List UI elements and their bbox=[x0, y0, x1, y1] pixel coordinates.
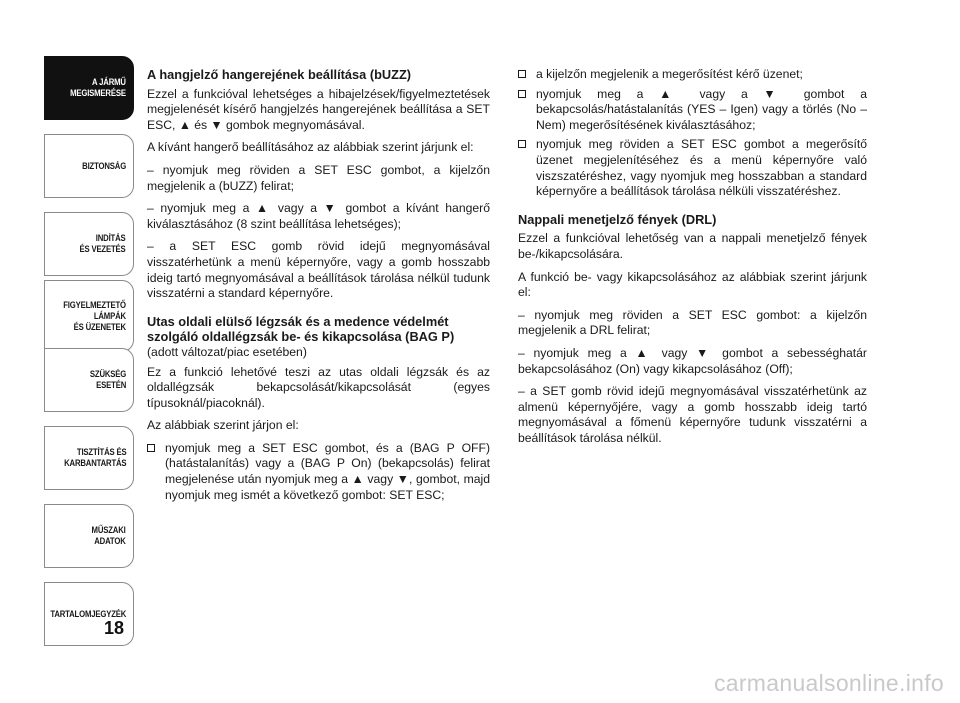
paragraph: A funkció be- vagy kikapcsolásához az alábbiak szerint járjunk el: bbox=[518, 269, 867, 300]
checkbox-bullet-icon bbox=[518, 90, 526, 98]
paragraph: – nyomjuk meg a ▲ vagy ▼ gombot a sebességhatár bekapcsolásához (On) vagy kikapcsolásához (Off); bbox=[518, 345, 867, 376]
paragraph: A kívánt hangerő beállításához az alábbiak szerint járjunk el: bbox=[147, 140, 474, 155]
paragraph: – a SET gomb rövid idejű megnyomásával visszatérhetünk az almenü képernyőjére, vagy a gomb hosszabb ideig tartó megnyomásával a főmenü képernyőre tudunk visszatérni a beállítások tárolása nélkül. bbox=[518, 384, 867, 445]
bag-heading bbox=[147, 314, 490, 361]
tab-warning-lights[interactable] bbox=[44, 280, 134, 352]
list-item-text: nyomjuk meg a SET ESC gombot, és a (BAG P OFF) (hatástalanítás) vagy a (BAG P On) (bekapcsolás) felirat megjelenése után nyomjuk meg a ▲ vagy ▼, gombot, majd nyomjuk meg ismét a következő gombot: SET ESC; bbox=[165, 440, 490, 502]
tab-label: TISZTÍTÁS ÉS KARBANTARTÁS bbox=[63, 447, 126, 468]
tab-label: BIZTONSÁG bbox=[82, 160, 126, 171]
list-item bbox=[147, 441, 490, 503]
bag-steps-continued-list bbox=[518, 67, 867, 200]
tab-vehicle-overview[interactable] bbox=[44, 56, 134, 120]
list-item bbox=[518, 67, 867, 83]
tab-starting-driving[interactable] bbox=[44, 212, 134, 276]
checkbox-bullet-icon bbox=[518, 140, 526, 148]
paragraph: – nyomjuk meg röviden a SET ESC gombot: a kijelzőn megjelenik a DRL felirat; bbox=[518, 307, 867, 338]
tab-emergency[interactable] bbox=[44, 348, 134, 412]
paragraph: Ezzel a funkcióval lehetőség van a nappali menetjelző fények be-/kikapcsolására. bbox=[518, 231, 867, 261]
tab-safety[interactable] bbox=[44, 134, 134, 198]
list-item-text: a kijelzőn megjelenik a megerősítést kérő üzenet; bbox=[536, 67, 803, 81]
tab-label: INDÍTÁS ÉS VEZETÉS bbox=[79, 233, 126, 254]
list-item bbox=[518, 137, 867, 199]
tab-label: A JÁRMŰ MEGISMERÉSE bbox=[70, 77, 126, 98]
drl-heading: Nappali menetjelző fények (DRL) bbox=[518, 211, 717, 227]
tab-maintenance[interactable] bbox=[44, 426, 134, 490]
list-item-text: nyomjuk meg a ▲ vagy a ▼ gombot a bekapcsolás/hatástalanítás (YES – Igen) vagy a törlés (No – Nem) megerősítésének kiválasztásához; bbox=[536, 86, 867, 132]
checkbox-bullet-icon bbox=[518, 70, 526, 78]
bag-heading-line1: Utas oldali elülső légzsák és a medence védelmét bbox=[147, 313, 449, 329]
tab-label: MŰSZAKI ADATOK bbox=[91, 525, 126, 546]
paragraph: Ezzel a funkcióval lehetséges a hibajelzések/figyelmeztetések megjelenését kísérő hangjelzés hangerejének beállítása a SET ESC, ▲ és ▼ gombok megnyomásával. bbox=[147, 86, 490, 132]
tab-technical-data[interactable] bbox=[44, 504, 134, 568]
paragraph: – nyomjuk meg röviden a SET ESC gombot, a kijelzőn megjelenik a (bUZZ) felirat; bbox=[147, 162, 490, 193]
paragraph: – nyomjuk meg a ▲ vagy a ▼ gombot a kívánt hangerő kiválasztásához (8 szint beállítása lehetséges); bbox=[147, 201, 490, 231]
bag-heading-note: (adott változat/piac esetében) bbox=[147, 344, 307, 359]
buzz-heading: A hangjelző hangerejének beállítása (bUZZ) bbox=[147, 67, 412, 82]
right-column bbox=[518, 67, 867, 453]
page-number: 18 bbox=[104, 618, 125, 638]
list-item bbox=[518, 87, 867, 134]
paragraph: Ez a funkció lehetővé teszi az utas oldali légzsák és az oldallégzsák bekapcsolását/kikapcsolását (egyes típusoknál/piacoknál). bbox=[147, 364, 490, 410]
paragraph: Az alábbiak szerint járjon el: bbox=[147, 418, 299, 433]
bag-heading-line2: szolgáló oldallégzsák be- és kikapcsolása (BAG P) bbox=[147, 329, 455, 345]
watermark: carmanualsonline.info bbox=[713, 670, 944, 696]
left-column bbox=[147, 67, 490, 510]
checkbox-bullet-icon bbox=[147, 444, 155, 452]
tab-label: SZÜKSÉG ESETÉN bbox=[89, 369, 126, 390]
bag-steps-list bbox=[147, 441, 490, 503]
list-item-text: nyomjuk meg röviden a SET ESC gombot a megerősítő üzenet megjelenítéséhez és a menü képernyőre való viszszatéréshez, vagy nyomjuk meg hosszabban a standard képernyőre a beállítások tárolása nélküli visszatéréshez. bbox=[536, 137, 867, 199]
tab-label: TARTALOMJEGYZÉK bbox=[50, 608, 126, 619]
paragraph: – a SET ESC gomb rövid idejű megnyomásával visszatérhetünk a menü képernyőre, vagy a gomb hosszabb ideig tartó megnyomásával a beállítások tárolása nélkül tudunk visszatérni a standard képernyőre. bbox=[147, 239, 490, 301]
tab-label: FIGYELMEZTETŐ LÁMPÁK ÉS ÜZENETEK bbox=[63, 299, 126, 332]
